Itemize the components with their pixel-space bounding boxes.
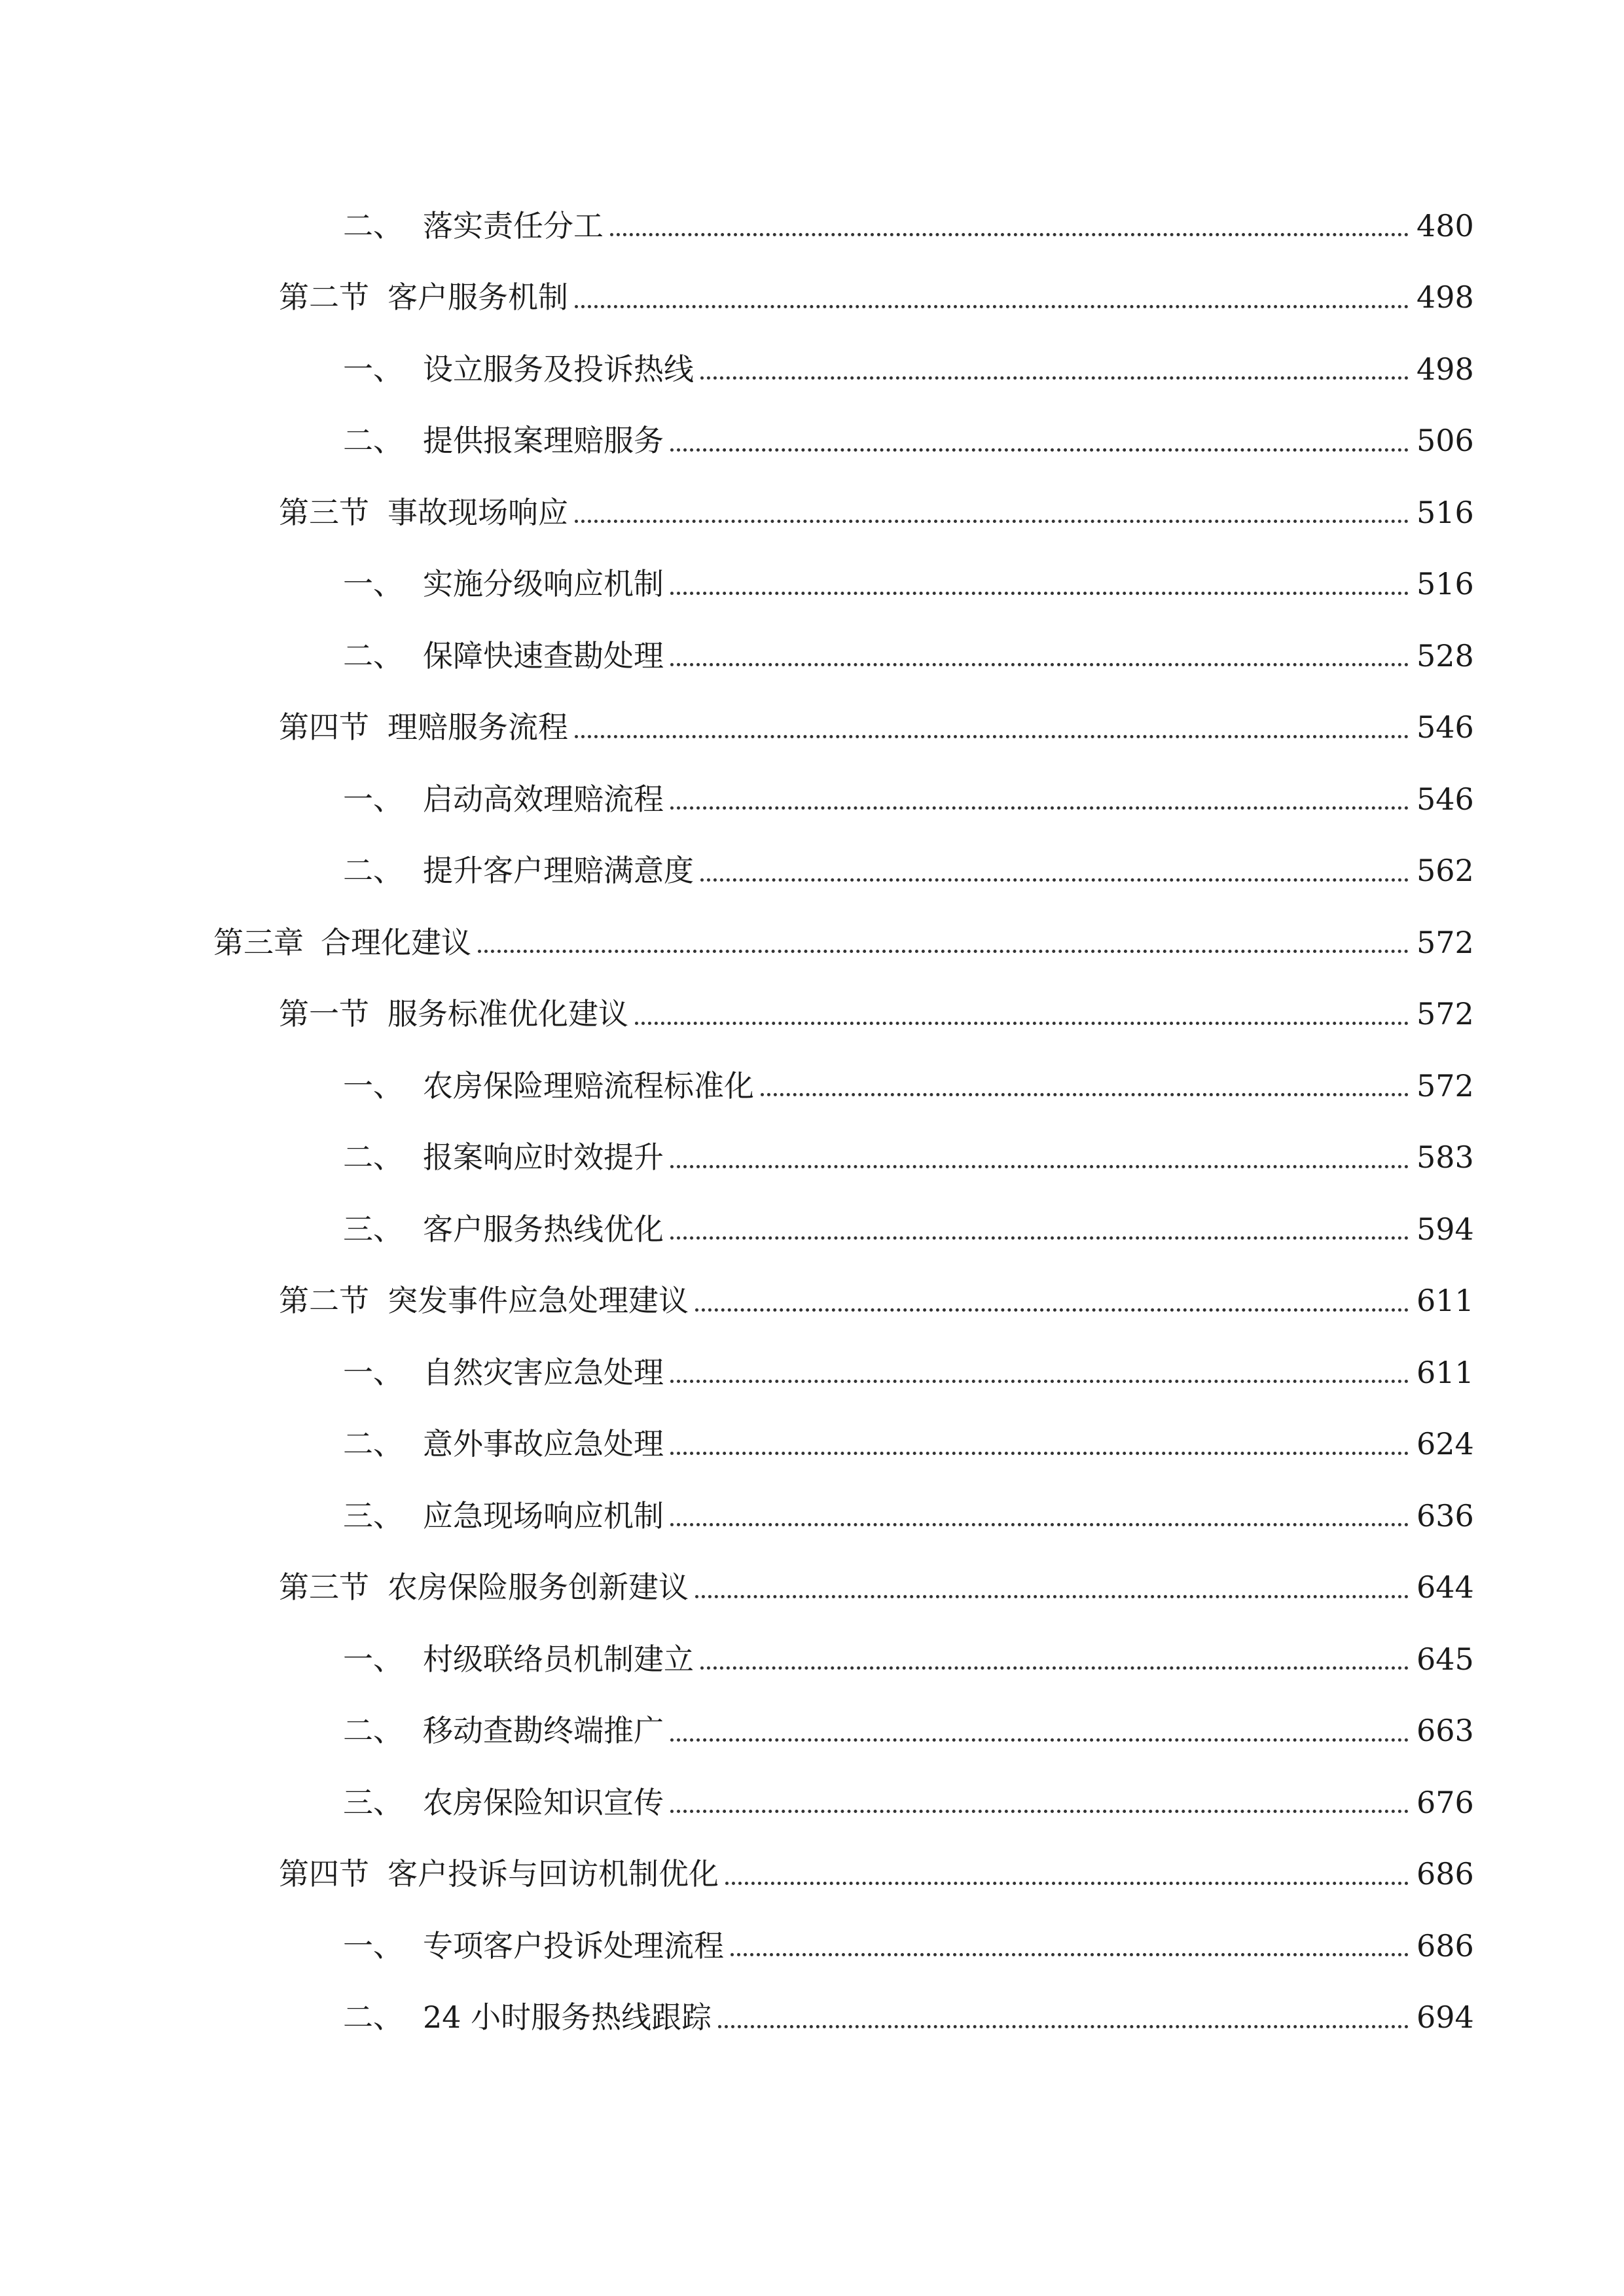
toc-entry-label — [213, 924, 471, 960]
toc-entry-number: 二、 — [343, 423, 403, 459]
toc-entry-page: 506 — [1416, 423, 1474, 459]
toc-entry[interactable] — [0, 1767, 1624, 1839]
toc-entry-page: 572 — [1416, 996, 1474, 1032]
toc-entry-title: 提供报案理赔服务 — [423, 423, 664, 459]
dot-leader — [575, 305, 1409, 308]
dot-leader — [670, 1165, 1409, 1168]
dot-leader — [761, 1093, 1409, 1096]
toc-entry[interactable] — [0, 1193, 1624, 1265]
table-of-contents — [0, 190, 1624, 2053]
toc-entry-title: 实施分级响应机制 — [423, 566, 664, 602]
toc-entry-page: 594 — [1416, 1211, 1474, 1247]
dot-leader — [700, 376, 1409, 380]
toc-entry[interactable] — [0, 262, 1624, 334]
dot-leader — [695, 1595, 1409, 1598]
toc-entry-label — [343, 1713, 664, 1749]
toc-entry-page: 498 — [1416, 279, 1474, 315]
toc-entry[interactable] — [0, 548, 1624, 620]
toc-entry-label — [279, 1856, 719, 1892]
dot-leader — [670, 1523, 1409, 1526]
toc-entry-number: 一、 — [343, 781, 403, 817]
dot-leader — [478, 950, 1409, 953]
toc-entry[interactable] — [0, 1623, 1624, 1695]
toc-entry-label — [279, 996, 628, 1032]
toc-entry-title: 应急现场响应机制 — [423, 1498, 664, 1534]
toc-entry[interactable] — [0, 1336, 1624, 1408]
toc-entry-number: 二、 — [343, 637, 403, 673]
toc-entry-page: 528 — [1416, 637, 1474, 673]
toc-entry-page: 611 — [1416, 1354, 1474, 1390]
toc-entry-number: 一、 — [343, 1928, 403, 1964]
dot-leader — [575, 735, 1409, 738]
toc-entry-number: 二、 — [343, 1426, 403, 1462]
toc-entry-number: 第三节 — [279, 494, 369, 530]
toc-entry-page: 636 — [1416, 1498, 1474, 1534]
toc-entry[interactable] — [0, 1265, 1624, 1337]
dot-leader — [695, 1308, 1409, 1312]
toc-entry-label — [279, 494, 568, 530]
toc-entry-title: 设立服务及投诉热线 — [423, 351, 694, 387]
dot-leader — [610, 233, 1409, 236]
toc-entry-number: 二、 — [343, 853, 403, 889]
toc-entry-page: 572 — [1416, 924, 1474, 960]
toc-entry[interactable] — [0, 333, 1624, 405]
toc-entry-number: 二、 — [343, 2000, 403, 2036]
toc-entry-page: 644 — [1416, 1570, 1474, 1605]
toc-entry-number: 一、 — [343, 1067, 403, 1103]
dot-leader — [670, 1738, 1409, 1742]
toc-entry-page: 546 — [1416, 781, 1474, 817]
dot-leader — [575, 520, 1409, 523]
toc-entry-label — [343, 1067, 754, 1103]
toc-entry-label — [279, 709, 568, 745]
toc-entry[interactable] — [0, 620, 1624, 692]
toc-entry-label — [343, 351, 694, 387]
dot-leader — [700, 1666, 1409, 1670]
toc-entry[interactable] — [0, 906, 1624, 978]
toc-entry-label — [279, 1283, 689, 1319]
toc-entry-number: 第二节 — [279, 279, 369, 315]
toc-entry-title: 保障快速查勘处理 — [423, 637, 664, 673]
toc-entry-number: 一、 — [343, 1641, 403, 1677]
toc-entry-page: 676 — [1416, 1784, 1474, 1820]
dot-leader — [670, 1236, 1409, 1240]
toc-entry-number: 第三节 — [279, 1570, 369, 1605]
toc-entry-title: 服务标准优化建议 — [388, 996, 628, 1032]
toc-entry-number: 三、 — [343, 1498, 403, 1534]
toc-entry-page: 624 — [1416, 1426, 1474, 1462]
toc-entry-page: 663 — [1416, 1713, 1474, 1749]
toc-entry[interactable] — [0, 763, 1624, 835]
toc-entry-label — [279, 1570, 689, 1605]
dot-leader — [670, 448, 1409, 452]
toc-entry-title: 理赔服务流程 — [388, 709, 568, 745]
toc-entry-page: 572 — [1416, 1067, 1474, 1103]
toc-entry-number: 第一节 — [279, 996, 369, 1032]
toc-entry-label — [343, 781, 664, 817]
toc-entry-number: 一、 — [343, 351, 403, 387]
toc-entry-label — [343, 1354, 664, 1390]
toc-entry[interactable] — [0, 1122, 1624, 1194]
toc-entry-label — [343, 2000, 712, 2036]
toc-entry-page: 516 — [1416, 494, 1474, 530]
toc-entry[interactable] — [0, 1839, 1624, 1910]
toc-entry[interactable] — [0, 1695, 1624, 1767]
toc-entry-page: 645 — [1416, 1641, 1474, 1677]
toc-entry-title: 突发事件应急处理建议 — [388, 1283, 689, 1319]
toc-entry-label — [343, 423, 664, 459]
toc-entry-page: 694 — [1416, 2000, 1474, 2036]
toc-entry-title: 移动查勘终端推广 — [423, 1713, 664, 1749]
toc-entry-label — [343, 1784, 664, 1820]
dot-leader — [718, 2025, 1409, 2028]
toc-entry-title: 客户服务机制 — [388, 279, 568, 315]
toc-entry-number: 第三章 — [213, 924, 304, 960]
dot-leader — [731, 1953, 1409, 1956]
toc-entry-title: 意外事故应急处理 — [423, 1426, 664, 1462]
toc-entry[interactable] — [0, 405, 1624, 477]
dot-leader — [670, 1810, 1409, 1813]
toc-entry-label — [343, 637, 664, 673]
dot-leader — [670, 1452, 1409, 1455]
toc-entry-number: 第四节 — [279, 1856, 369, 1892]
toc-entry[interactable] — [0, 692, 1624, 764]
toc-entry[interactable] — [0, 190, 1624, 262]
toc-entry[interactable] — [0, 1050, 1624, 1122]
toc-entry-page: 611 — [1416, 1283, 1474, 1319]
toc-entry-title: 专项客户投诉处理流程 — [423, 1928, 724, 1964]
toc-entry-label — [343, 853, 694, 889]
toc-entry[interactable] — [0, 835, 1624, 907]
toc-entry[interactable] — [0, 978, 1624, 1050]
toc-entry-title: 合理化建议 — [321, 924, 471, 960]
toc-entry-number: 第四节 — [279, 709, 369, 745]
toc-entry-page: 583 — [1416, 1139, 1474, 1175]
toc-entry-label — [343, 1928, 724, 1964]
toc-entry-title: 自然灾害应急处理 — [423, 1354, 664, 1390]
toc-entry[interactable] — [0, 1552, 1624, 1624]
dot-leader — [700, 878, 1409, 882]
toc-entry-title: 落实责任分工 — [423, 207, 604, 243]
toc-entry-label — [343, 566, 664, 602]
dot-leader — [725, 1882, 1409, 1885]
toc-entry-number: 三、 — [343, 1784, 403, 1820]
toc-entry-label — [343, 1139, 664, 1175]
toc-entry-title: 24 小时服务热线跟踪 — [423, 2000, 712, 2036]
dot-leader — [670, 663, 1409, 666]
toc-entry-title: 提升客户理赔满意度 — [423, 853, 694, 889]
toc-entry-page: 480 — [1416, 207, 1474, 243]
toc-entry-page: 686 — [1416, 1928, 1474, 1964]
toc-entry[interactable] — [0, 476, 1624, 548]
toc-entry[interactable] — [0, 1982, 1624, 2054]
toc-entry-title: 客户服务热线优化 — [423, 1211, 664, 1247]
toc-entry-page: 516 — [1416, 566, 1474, 602]
toc-entry-label — [343, 1426, 664, 1462]
toc-entry-number: 一、 — [343, 1354, 403, 1390]
dot-leader — [670, 592, 1409, 595]
toc-entry[interactable] — [0, 1480, 1624, 1552]
toc-entry-page: 546 — [1416, 709, 1474, 745]
toc-entry-number: 二、 — [343, 1713, 403, 1749]
toc-entry-title: 启动高效理赔流程 — [423, 781, 664, 817]
toc-entry-title: 农房保险知识宣传 — [423, 1784, 664, 1820]
toc-entry-number: 三、 — [343, 1211, 403, 1247]
toc-entry-page: 562 — [1416, 853, 1474, 889]
toc-entry-title: 报案响应时效提升 — [423, 1139, 664, 1175]
toc-entry-number: 一、 — [343, 566, 403, 602]
toc-entry-label — [343, 1211, 664, 1247]
dot-leader — [670, 806, 1409, 810]
toc-entry-label — [279, 279, 568, 315]
toc-entry-label — [343, 207, 604, 243]
toc-entry-title: 村级联络员机制建立 — [423, 1641, 694, 1677]
dot-leader — [635, 1022, 1409, 1025]
toc-entry-number: 二、 — [343, 207, 403, 243]
toc-entry-title: 客户投诉与回访机制优化 — [388, 1856, 719, 1892]
dot-leader — [670, 1380, 1409, 1383]
toc-entry[interactable] — [0, 1408, 1624, 1480]
toc-entry-label — [343, 1641, 694, 1677]
toc-entry-page: 498 — [1416, 351, 1474, 387]
toc-entry[interactable] — [0, 1910, 1624, 1982]
toc-entry-page: 686 — [1416, 1856, 1474, 1892]
toc-entry-number: 第二节 — [279, 1283, 369, 1319]
toc-entry-title: 农房保险服务创新建议 — [388, 1570, 689, 1605]
toc-entry-title: 农房保险理赔流程标准化 — [423, 1067, 754, 1103]
toc-entry-title: 事故现场响应 — [388, 494, 568, 530]
toc-entry-label — [343, 1498, 664, 1534]
toc-entry-number: 二、 — [343, 1139, 403, 1175]
